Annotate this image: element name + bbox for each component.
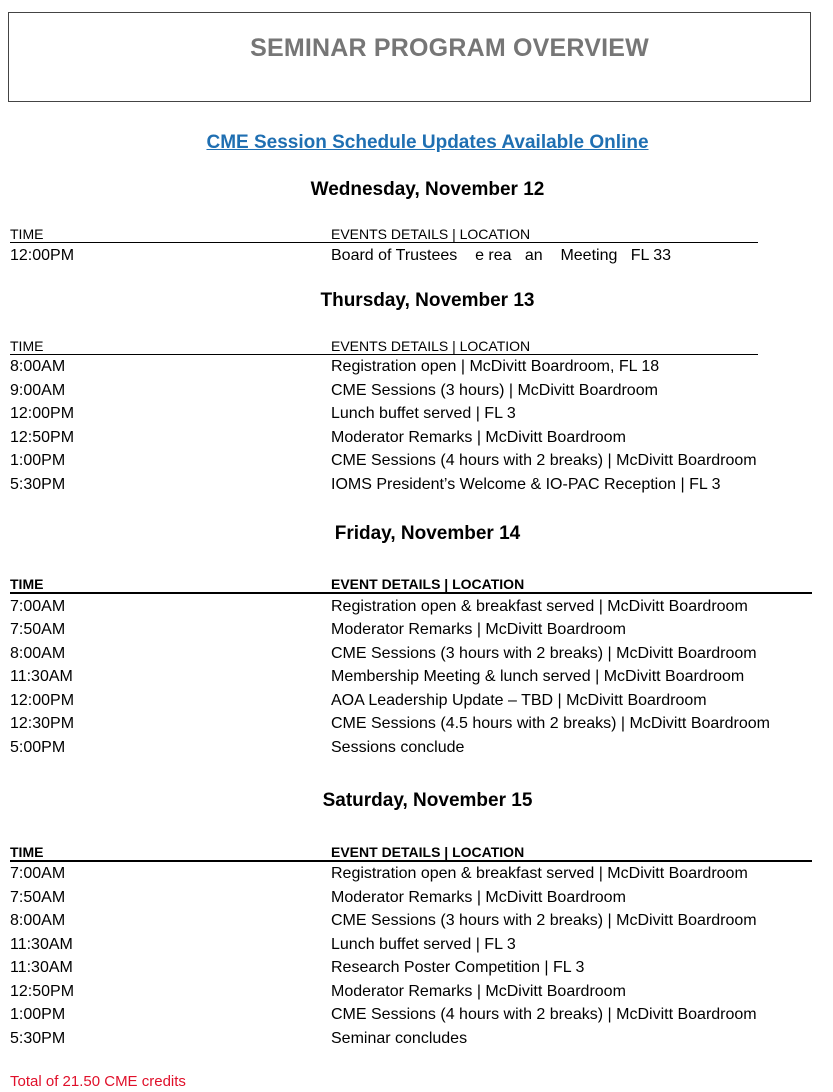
time-column-header: TIME: [10, 844, 44, 860]
table-row: [10, 957, 833, 979]
total-credits: Total of 21.50 CME credits: [10, 1073, 186, 1090]
event-time: 7:00AM: [10, 865, 66, 882]
table-row: [10, 1028, 833, 1050]
event-column-header: EVENT DETAILS | LOCATION: [331, 576, 525, 592]
event-details: Research Poster Competition | FL 3: [331, 959, 585, 976]
table-row: [10, 356, 833, 378]
event-time: 12:00PM: [10, 405, 75, 422]
schedule-updates-link[interactable]: CME Session Schedule Updates Available Online: [206, 132, 649, 153]
event-details: CME Sessions (3 hours with 2 breaks) | McDivitt Boardroom: [331, 645, 757, 662]
day-heading-friday: Friday, November 14: [334, 523, 521, 544]
event-details: CME Sessions (4.5 hours with 2 breaks) | McDivitt Boardroom: [331, 715, 770, 732]
event-details: Board of Trustees e rea an Meeting FL 33: [331, 247, 672, 264]
table-row: [10, 596, 833, 618]
event-time: 5:00PM: [10, 739, 66, 756]
event-time: 7:50AM: [10, 889, 66, 906]
event-time: 12:50PM: [10, 429, 75, 446]
event-time: 12:00PM: [10, 247, 75, 264]
event-time: 8:00AM: [10, 912, 66, 929]
event-details: Membership Meeting & lunch served | McDivitt Boardroom: [331, 668, 745, 685]
table-row: [10, 427, 833, 449]
table-header-thursday: [10, 338, 758, 355]
day-heading-thursday: Thursday, November 13: [320, 290, 535, 311]
table-row: [10, 887, 833, 909]
event-details: AOA Leadership Update – TBD | McDivitt Boardroom: [331, 692, 707, 709]
table-row: [10, 934, 833, 956]
event-time: 1:00PM: [10, 1006, 66, 1023]
event-details: CME Sessions (4 hours with 2 breaks) | McDivitt Boardroom: [331, 452, 757, 469]
table-row: [10, 450, 833, 472]
table-row: [10, 666, 833, 688]
event-column-header: EVENT DETAILS | LOCATION: [331, 844, 525, 860]
table-row: [10, 737, 833, 759]
event-time: 12:00PM: [10, 692, 75, 709]
table-header-friday: [10, 576, 812, 594]
event-column-header: EVENTS DETAILS | LOCATION: [331, 338, 531, 354]
event-details: Registration open & breakfast served | McDivitt Boardroom: [331, 865, 748, 882]
event-column-header: EVENTS DETAILS | LOCATION: [331, 226, 531, 242]
table-row: [10, 245, 833, 267]
day-heading-wednesday: Wednesday, November 12: [310, 179, 545, 200]
event-details: CME Sessions (3 hours) | McDivitt Boardroom: [331, 382, 658, 399]
event-details: Lunch buffet served | FL 3: [331, 936, 516, 953]
event-time: 7:50AM: [10, 621, 66, 638]
table-row: [10, 713, 833, 735]
event-details: CME Sessions (4 hours with 2 breaks) | McDivitt Boardroom: [331, 1006, 757, 1023]
event-time: 11:30AM: [10, 959, 73, 976]
event-time: 5:30PM: [10, 1030, 66, 1047]
time-column-header: TIME: [10, 226, 44, 242]
table-row: [10, 643, 833, 665]
event-time: 8:00AM: [10, 358, 66, 375]
event-time: 8:00AM: [10, 645, 66, 662]
event-time: 11:30AM: [10, 936, 73, 953]
table-header-wednesday: [10, 226, 758, 243]
event-details: Moderator Remarks | McDivitt Boardroom: [331, 983, 626, 1000]
event-details: CME Sessions (3 hours with 2 breaks) | McDivitt Boardroom: [331, 912, 757, 929]
event-details: Moderator Remarks | McDivitt Boardroom: [331, 889, 626, 906]
event-time: 12:50PM: [10, 983, 75, 1000]
event-time: 12:30PM: [10, 715, 75, 732]
table-row: [10, 380, 833, 402]
table-row: [10, 981, 833, 1003]
event-details: IOMS President’s Welcome & IO-PAC Reception | FL 3: [331, 476, 721, 493]
event-time: 7:00AM: [10, 598, 66, 615]
event-details: Lunch buffet served | FL 3: [331, 405, 516, 422]
table-row: [10, 474, 833, 496]
event-details: Seminar concludes: [331, 1030, 468, 1047]
table-row: [10, 910, 833, 932]
event-details: Moderator Remarks | McDivitt Boardroom: [331, 621, 626, 638]
time-column-header: TIME: [10, 576, 44, 592]
event-time: 1:00PM: [10, 452, 66, 469]
table-header-saturday: [10, 844, 812, 862]
table-row: [10, 690, 833, 712]
page-title: SEMINAR PROGRAM OVERVIEW: [250, 34, 649, 62]
event-details: Sessions conclude: [331, 739, 465, 756]
event-details: Moderator Remarks | McDivitt Boardroom: [331, 429, 626, 446]
table-row: [10, 403, 833, 425]
time-column-header: TIME: [10, 338, 44, 354]
event-details: Registration open & breakfast served | McDivitt Boardroom: [331, 598, 748, 615]
event-time: 9:00AM: [10, 382, 66, 399]
title-box: [8, 12, 811, 102]
event-time: 5:30PM: [10, 476, 66, 493]
day-heading-saturday: Saturday, November 15: [322, 790, 533, 811]
event-time: 11:30AM: [10, 668, 73, 685]
event-details: Registration open | McDivitt Boardroom, FL 18: [331, 358, 660, 375]
table-row: [10, 863, 833, 885]
table-row: [10, 1004, 833, 1026]
table-row: [10, 619, 833, 641]
